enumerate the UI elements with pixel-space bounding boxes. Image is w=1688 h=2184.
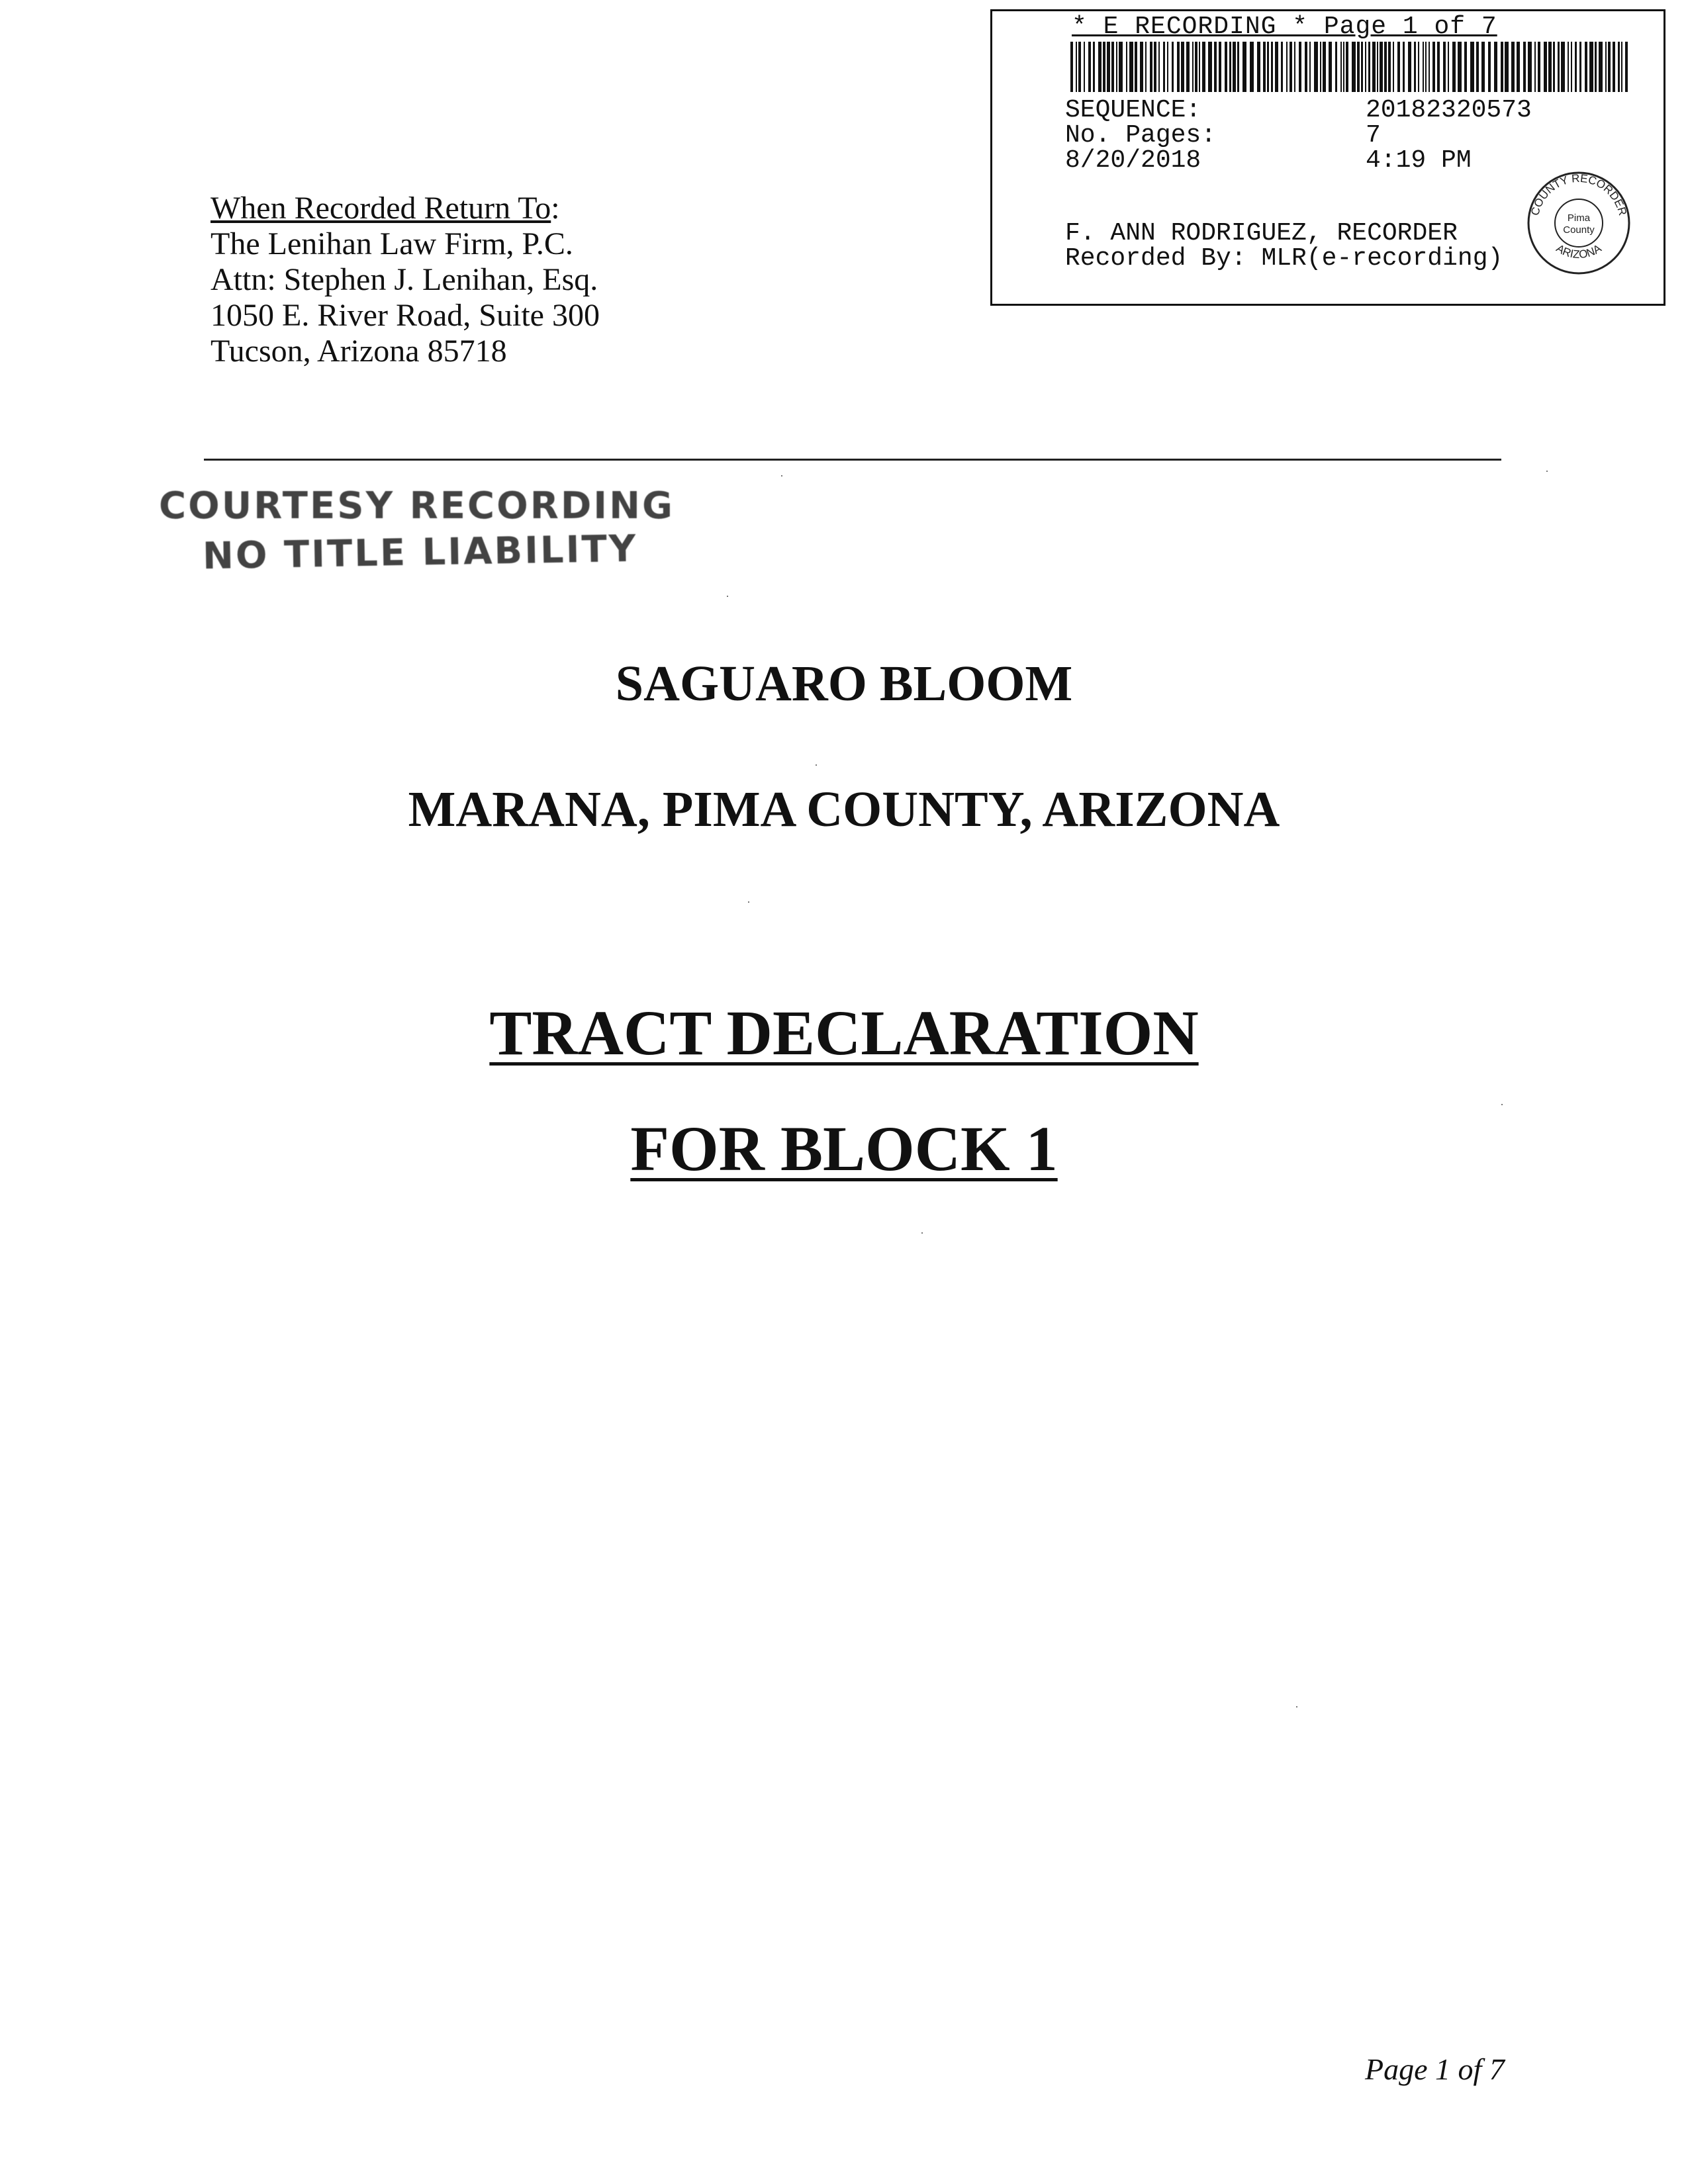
barcode-bar xyxy=(1544,42,1547,92)
barcode-bar xyxy=(1340,42,1342,92)
barcode-bar xyxy=(1528,42,1532,92)
barcode-bar xyxy=(1458,42,1462,92)
seal-center-text-2: County xyxy=(1563,224,1595,236)
barcode-bar xyxy=(1452,42,1456,92)
barcode-bar xyxy=(1579,42,1581,92)
barcode-bar xyxy=(1084,42,1085,92)
barcode-bar xyxy=(1305,42,1307,92)
barcode-bar xyxy=(1199,42,1200,92)
sequence-value: 20182320573 xyxy=(1366,96,1532,124)
barcode-bar xyxy=(1621,42,1622,92)
barcode-bar xyxy=(1116,42,1117,92)
barcode-bar xyxy=(1140,42,1143,92)
barcode-bar xyxy=(1286,42,1288,92)
barcode-bar xyxy=(1343,42,1344,92)
barcode-bar xyxy=(1558,42,1560,92)
barcode-bar xyxy=(1257,42,1260,92)
recording-header: * E RECORDING * Page 1 of 7 xyxy=(1072,13,1497,41)
barcode-bar xyxy=(1289,42,1292,92)
scan-speck xyxy=(1501,1104,1503,1105)
barcode-bar xyxy=(1323,42,1326,92)
barcode-bar xyxy=(1388,42,1391,92)
page-number: Page 1 of 7 xyxy=(1365,2052,1505,2086)
barcode-bar xyxy=(1219,42,1221,92)
location-title: MARANA, PIMA COUNTY, ARIZONA xyxy=(408,782,1280,837)
barcode-bar xyxy=(1299,42,1301,92)
barcode xyxy=(1070,42,1629,92)
barcode-bar xyxy=(1320,42,1321,92)
barcode-bar xyxy=(1505,42,1509,92)
barcode-bar xyxy=(1111,42,1114,92)
seal-top-text: COUNTY RECORDER xyxy=(1528,171,1629,217)
barcode-bar xyxy=(1571,42,1572,92)
barcode-bar xyxy=(1186,42,1190,92)
barcode-bar xyxy=(1548,42,1552,92)
barcode-bar xyxy=(1429,42,1430,92)
barcode-bar xyxy=(1517,42,1520,92)
barcode-bar xyxy=(1357,42,1360,92)
barcode-bar xyxy=(1443,42,1446,92)
barcode-bar xyxy=(1625,42,1628,92)
barcode-bar xyxy=(1202,42,1205,92)
barcode-bar xyxy=(1150,42,1152,92)
barcode-bar xyxy=(1575,42,1577,92)
barcode-bar xyxy=(1119,42,1123,92)
barcode-bar xyxy=(1585,42,1587,92)
return-to-heading-line xyxy=(211,191,600,226)
county-seal-icon xyxy=(1526,170,1632,276)
barcode-bar xyxy=(1314,42,1318,92)
scan-speck xyxy=(748,901,749,903)
recording-stamp xyxy=(990,9,1665,306)
barcode-bar xyxy=(1534,42,1536,92)
return-to-heading: When Recorded Return To xyxy=(211,191,551,226)
barcode-bar xyxy=(1608,42,1611,92)
barcode-bar xyxy=(1229,42,1231,92)
barcode-bar xyxy=(1250,42,1254,92)
scan-speck xyxy=(921,1232,923,1234)
barcode-bar xyxy=(1618,42,1620,92)
barcode-bar xyxy=(1501,42,1503,92)
barcode-bar xyxy=(1078,42,1081,92)
barcode-bar xyxy=(1233,42,1236,92)
barcode-bar xyxy=(1476,42,1479,92)
barcode-bar xyxy=(1397,42,1400,92)
return-to-line-3: 1050 E. River Road, Suite 300 xyxy=(211,298,600,333)
return-to-line-2: Attn: Stephen J. Lenihan, Esq. xyxy=(211,262,598,297)
barcode-bar xyxy=(1163,42,1165,92)
barcode-bar xyxy=(1309,42,1311,92)
recorder-name: F. ANN RODRIGUEZ, RECORDER xyxy=(1065,219,1458,248)
barcode-bar xyxy=(1145,42,1147,92)
recording-time: 4:19 PM xyxy=(1366,146,1472,175)
barcode-bar xyxy=(1129,42,1133,92)
barcode-bar xyxy=(1346,42,1348,92)
barcode-bar xyxy=(1225,42,1227,92)
pages-value: 7 xyxy=(1366,121,1381,150)
barcode-bar xyxy=(1561,42,1565,92)
courtesy-recording-stamp xyxy=(159,483,675,576)
barcode-bar xyxy=(1107,42,1110,92)
barcode-bar xyxy=(1267,42,1269,92)
barcode-bar xyxy=(1494,42,1497,92)
barcode-bar xyxy=(1195,42,1197,92)
barcode-bar xyxy=(1368,42,1370,92)
project-title: SAGUARO BLOOM xyxy=(615,656,1073,711)
barcode-bar xyxy=(1263,42,1266,92)
barcode-bar xyxy=(1281,42,1283,92)
seal-bottom-text: ARIZONA xyxy=(1554,242,1604,261)
barcode-bar xyxy=(1088,42,1091,92)
sequence-label: SEQUENCE: xyxy=(1065,96,1201,124)
barcode-bar xyxy=(1335,42,1337,92)
barcode-bar xyxy=(1208,42,1212,92)
barcode-bar xyxy=(1613,42,1615,92)
barcode-bar xyxy=(1418,42,1419,92)
barcode-bar xyxy=(1377,42,1378,92)
barcode-bar xyxy=(1098,42,1102,92)
return-to-line-4: Tucson, Arizona 85718 xyxy=(211,334,507,369)
barcode-bar xyxy=(1294,42,1295,92)
barcode-bar xyxy=(1192,42,1194,92)
barcode-bar xyxy=(1329,42,1332,92)
barcode-bar xyxy=(1403,42,1405,92)
barcode-bar xyxy=(1093,42,1095,92)
barcode-bar xyxy=(1365,42,1366,92)
barcode-bar xyxy=(1380,42,1383,92)
stamp-line-2: NO TITLE LIABILITY xyxy=(202,527,638,578)
barcode-bar xyxy=(1432,42,1435,92)
barcode-bar xyxy=(1177,42,1180,92)
barcode-bar xyxy=(1599,42,1603,92)
barcode-bar xyxy=(1408,42,1411,92)
svg-text:ARIZONA xyxy=(1554,242,1604,261)
barcode-bar xyxy=(1076,42,1077,92)
recording-date: 8/20/2018 xyxy=(1065,146,1201,175)
barcode-bar xyxy=(1070,42,1073,92)
barcode-bar xyxy=(1214,42,1217,92)
return-to-line-1: The Lenihan Law Firm, P.C. xyxy=(211,226,573,261)
barcode-bar xyxy=(1437,42,1440,92)
barcode-bar xyxy=(1568,42,1569,92)
barcode-bar xyxy=(1464,42,1467,92)
barcode-bar xyxy=(1135,42,1137,92)
horizontal-divider xyxy=(204,459,1501,461)
barcode-bar xyxy=(1425,42,1427,92)
barcode-bar xyxy=(1384,42,1387,92)
barcode-bar xyxy=(1167,42,1168,92)
block-title: FOR BLOCK 1 xyxy=(630,1113,1058,1184)
barcode-bar xyxy=(1271,42,1273,92)
scan-speck xyxy=(727,596,728,597)
return-to-colon: : xyxy=(551,191,560,226)
barcode-bar xyxy=(1553,42,1555,92)
barcode-bar xyxy=(1103,42,1105,92)
document-type-title: TRACT DECLARATION xyxy=(489,997,1199,1068)
barcode-bar xyxy=(1605,42,1607,92)
barcode-bar xyxy=(1511,42,1515,92)
scan-speck xyxy=(816,764,817,766)
barcode-bar xyxy=(1352,42,1356,92)
barcode-bar xyxy=(1595,42,1597,92)
barcode-bar xyxy=(1154,42,1156,92)
barcode-bar xyxy=(1488,42,1491,92)
barcode-bar xyxy=(1448,42,1449,92)
barcode-bar xyxy=(1172,42,1174,92)
barcode-bar xyxy=(1589,42,1593,92)
pages-label: No. Pages: xyxy=(1065,121,1217,150)
scan-speck xyxy=(781,475,782,477)
barcode-bar xyxy=(1414,42,1416,92)
barcode-bar xyxy=(1361,42,1363,92)
barcode-bar xyxy=(1158,42,1160,92)
barcode-bar xyxy=(1423,42,1424,92)
barcode-bar xyxy=(1538,42,1540,92)
recorded-by: Recorded By: MLR(e-recording) xyxy=(1065,244,1503,273)
barcode-bar xyxy=(1181,42,1184,92)
svg-text:COUNTY RECORDER xyxy=(1528,172,1629,217)
stamp-line-1: COURTESY RECORDING xyxy=(159,484,675,527)
barcode-bar xyxy=(1481,42,1485,92)
barcode-bar xyxy=(1237,42,1239,92)
barcode-bar xyxy=(1523,42,1526,92)
barcode-bar xyxy=(1372,42,1376,92)
barcode-bar xyxy=(1275,42,1278,92)
scan-speck xyxy=(1296,1706,1297,1707)
seal-center-text-1: Pima xyxy=(1567,212,1591,224)
barcode-bar xyxy=(1470,42,1474,92)
barcode-bar xyxy=(1243,42,1246,92)
scan-speck xyxy=(1546,471,1548,472)
barcode-bar xyxy=(1393,42,1394,92)
return-to-block xyxy=(211,191,600,369)
barcode-bar xyxy=(1126,42,1127,92)
